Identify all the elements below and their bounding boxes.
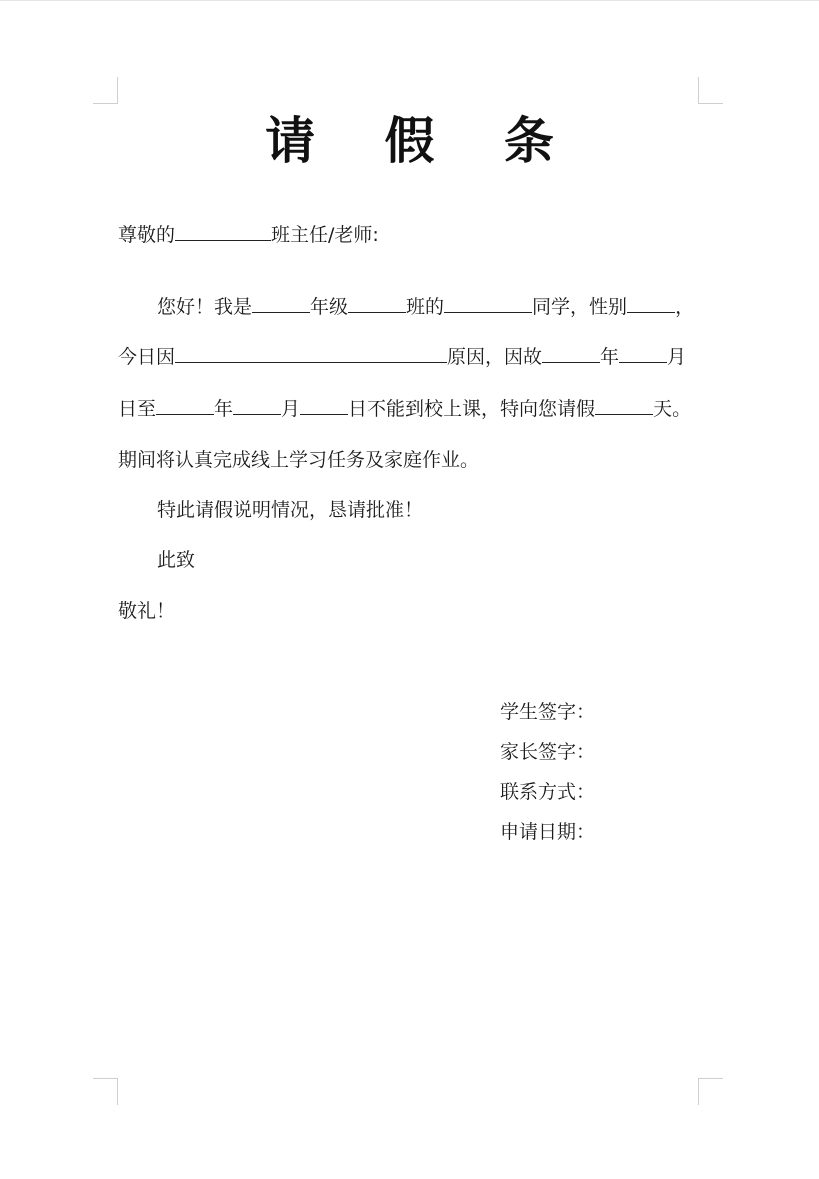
- salutation-line: [118, 222, 708, 248]
- days-label: 天。: [653, 398, 692, 420]
- class-blank[interactable]: [348, 294, 406, 313]
- application-date-label: 申请日期：: [500, 821, 596, 843]
- end-month-blank[interactable]: [233, 396, 281, 415]
- regards-line: 敬礼！: [118, 600, 176, 622]
- start-day-label: 日至: [118, 398, 157, 420]
- reason-suffix: 原因，因故: [447, 346, 543, 368]
- margin-mark-top-right: [698, 77, 723, 104]
- body-line-2: [118, 344, 708, 370]
- start-year-label: 年: [600, 346, 620, 368]
- comma-text: ，: [675, 296, 695, 318]
- end-year-label: 年: [214, 398, 234, 420]
- reason-blank[interactable]: [175, 344, 447, 363]
- contact-label: 联系方式：: [500, 781, 596, 803]
- days-blank[interactable]: [595, 396, 653, 415]
- start-month-blank[interactable]: [619, 344, 667, 363]
- greeting-text: 您好！我是: [157, 296, 253, 318]
- gender-blank[interactable]: [627, 294, 675, 313]
- absence-text: 日不能到校上课，特向您请假: [348, 398, 596, 420]
- margin-mark-top-left: [93, 77, 118, 104]
- margin-mark-bottom-right: [698, 1078, 723, 1105]
- student-name-blank[interactable]: [444, 294, 532, 313]
- body-line-5: 特此请假说明情况，恳请批准！: [157, 499, 424, 521]
- end-year-blank[interactable]: [156, 396, 214, 415]
- parent-signature-label: 家长签字：: [500, 741, 596, 763]
- gender-label: 同学，性别: [532, 296, 628, 318]
- body-line-4: 期间将认真完成线上学习任务及家庭作业。: [118, 449, 480, 471]
- start-year-blank[interactable]: [542, 344, 600, 363]
- salutation-prefix: 尊敬的: [118, 224, 176, 246]
- body-line-3: [118, 396, 708, 422]
- closing-line: 此致: [157, 549, 196, 571]
- reason-prefix: 今日因: [118, 346, 176, 368]
- document-title: 请 假 条: [265, 112, 580, 170]
- margin-mark-bottom-left: [93, 1078, 118, 1105]
- end-day-blank[interactable]: [300, 396, 348, 415]
- grade-blank[interactable]: [252, 294, 310, 313]
- start-month-label: 月: [667, 346, 687, 368]
- student-signature-label: 学生签字：: [500, 701, 596, 723]
- grade-label: 年级: [310, 296, 349, 318]
- teacher-name-blank[interactable]: [175, 222, 271, 241]
- class-label: 班的: [406, 296, 445, 318]
- salutation-suffix: 班主任/老师:: [271, 224, 379, 246]
- body-line-1: [157, 294, 747, 320]
- end-month-label: 月: [281, 398, 301, 420]
